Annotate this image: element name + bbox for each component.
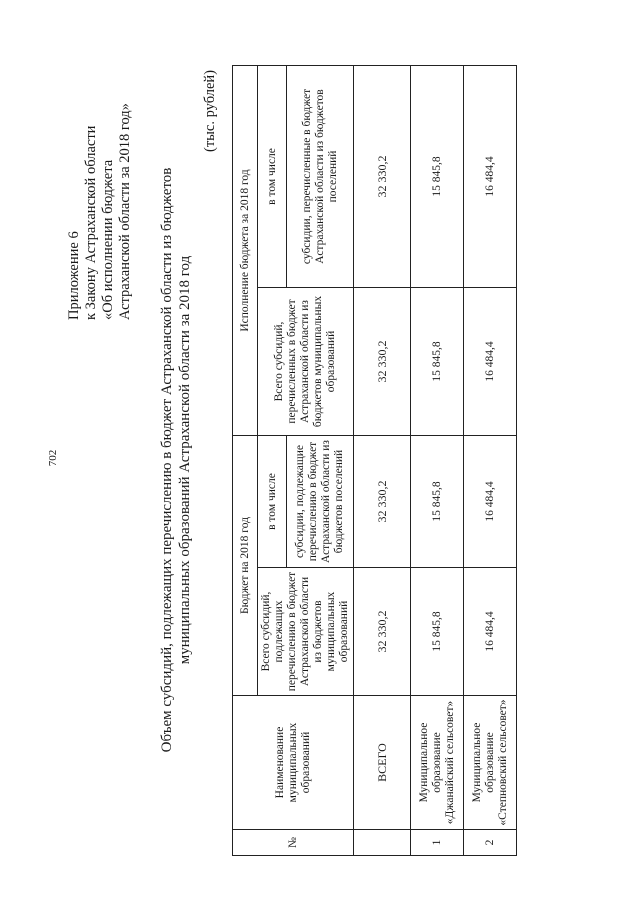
cell-name: ВСЕГО xyxy=(354,696,411,830)
appendix-line-4: Астраханской области за 2018 год» xyxy=(117,103,133,320)
cell-name: Муниципальное образование «Джанайский сельсовет» xyxy=(411,696,464,830)
cell-budget-total: 16 484,4 xyxy=(464,568,517,696)
units-label: (тыс. рублей) xyxy=(202,70,218,152)
cell-name: Муниципальное образование «Степновский сельсовет» xyxy=(464,696,517,830)
header-budget-settlements: субсидии, подлежащие перечислению в бюджет Астраханской области из бюджетов поселений xyxy=(287,435,354,567)
cell-number: 2 xyxy=(464,830,517,856)
cell-execution-settlements: 32 330,2 xyxy=(354,65,411,287)
cell-number: 1 xyxy=(411,830,464,856)
appendix-heading xyxy=(66,70,134,320)
page-number: 702 xyxy=(47,449,59,467)
title-line-2: муниципальных образований Астраханской области за 2018 год xyxy=(177,255,193,665)
cell-execution-total: 32 330,2 xyxy=(354,287,411,435)
cell-execution-total: 16 484,4 xyxy=(464,287,517,435)
cell-number xyxy=(354,830,411,856)
rotated-page xyxy=(58,60,578,860)
cell-budget-settlements: 15 845,8 xyxy=(411,435,464,567)
header-execution-settlements: субсидии, перечисленные в бюджет Астраханской области из бюджетов поселений xyxy=(287,65,354,287)
table-row-total xyxy=(354,65,411,855)
cell-execution-settlements: 15 845,8 xyxy=(411,65,464,287)
table-row xyxy=(411,65,464,855)
header-budget-including: в том числе xyxy=(258,435,287,567)
header-execution-including: в том числе xyxy=(258,65,287,287)
title-line-1: Объем субсидий, подлежащих перечислению в бюджет Астраханской области из бюджетов xyxy=(159,167,175,753)
subsidy-table xyxy=(232,65,517,856)
header-execution-group: Исполнение бюджета за 2018 год xyxy=(233,65,258,435)
cell-budget-total: 15 845,8 xyxy=(411,568,464,696)
cell-budget-settlements: 32 330,2 xyxy=(354,435,411,567)
cell-budget-settlements: 16 484,4 xyxy=(464,435,517,567)
table-row xyxy=(464,65,517,855)
cell-budget-total: 32 330,2 xyxy=(354,568,411,696)
header-budget-group: Бюджет на 2018 год xyxy=(233,435,258,695)
header-budget-total: Всего субсидий, подлежащих перечислению в бюджет Астраханской области из бюджетов муниципальных образований xyxy=(258,568,354,696)
header-execution-total: Всего субсидий, перечисленных в бюджет Астраханской области из бюджетов муниципальных образований xyxy=(258,287,354,435)
appendix-line-2: к Закону Астраханской области xyxy=(83,125,99,320)
cell-execution-total: 15 845,8 xyxy=(411,287,464,435)
header-name: Наименование муниципальных образований xyxy=(233,696,354,830)
appendix-line-3: «Об исполнении бюджета xyxy=(100,159,116,320)
document-title xyxy=(158,100,194,820)
appendix-line-1: Приложение 6 xyxy=(66,231,82,320)
header-number: № xyxy=(233,830,354,856)
cell-execution-settlements: 16 484,4 xyxy=(464,65,517,287)
